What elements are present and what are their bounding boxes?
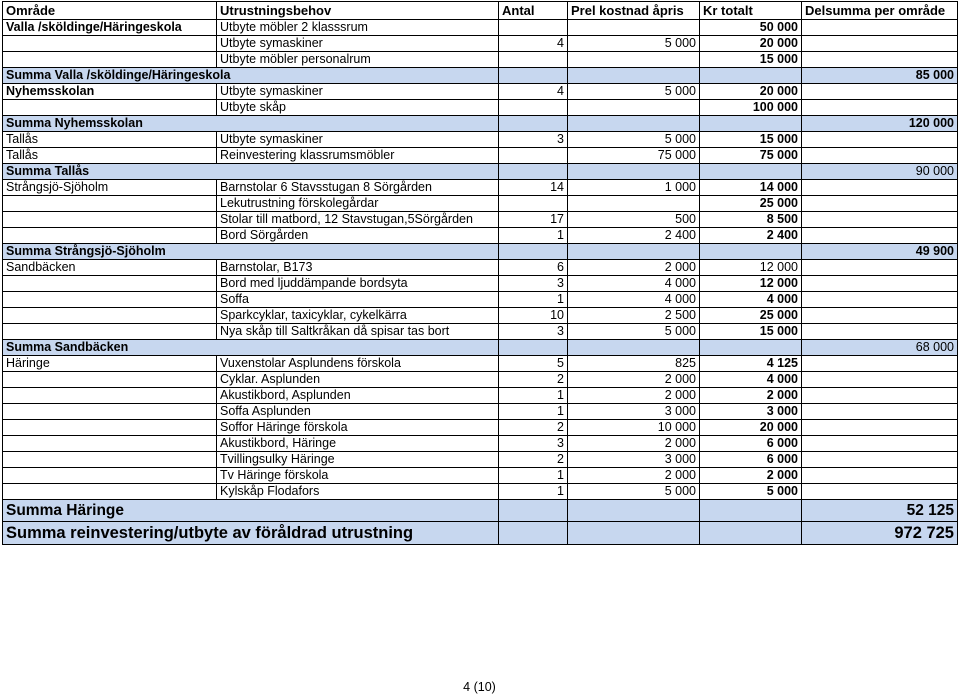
cell-utrustningsbehov: Bord Sörgården [217, 228, 499, 244]
cell-delsumma [802, 484, 958, 500]
cell-antal: 3 [499, 436, 568, 452]
col-header-delsumma: Delsumma per område [802, 2, 958, 20]
cell-antal: 6 [499, 260, 568, 276]
table-row [3, 260, 958, 276]
table-row [3, 36, 958, 52]
cell-antal: 2 [499, 420, 568, 436]
cell-utrustningsbehov: Utbyte symaskiner [217, 36, 499, 52]
cell-kr-totalt: 12 000 [700, 276, 802, 292]
cell-apris: 10 000 [568, 420, 700, 436]
cell-utrustningsbehov: Nya skåp till Saltkråkan då spisar tas bort [217, 324, 499, 340]
table-row [3, 132, 958, 148]
cell-antal: 10 [499, 308, 568, 324]
cell-apris [568, 68, 700, 84]
cell-omrade: Tallås [3, 148, 217, 164]
cell-delsumma [802, 212, 958, 228]
cell-omrade [3, 196, 217, 212]
table-row [3, 372, 958, 388]
cell-omrade [3, 52, 217, 68]
col-header-antal: Antal [499, 2, 568, 20]
cell-apris [568, 244, 700, 260]
cell-kr-totalt: 20 000 [700, 84, 802, 100]
cell-utrustningsbehov: Stolar till matbord, 12 Stavstugan,5Sörgården [217, 212, 499, 228]
cell-utrustningsbehov: Soffor Häringe förskola [217, 420, 499, 436]
subtotal-row [3, 340, 958, 356]
cell-omrade: Strångsjö-Sjöholm [3, 180, 217, 196]
cell-utrustningsbehov: Tvillingsulky Häringe [217, 452, 499, 468]
cell-utrustningsbehov: Soffa Asplunden [217, 404, 499, 420]
cell-apris: 5 000 [568, 36, 700, 52]
cell-utrustningsbehov: Bord med ljuddämpande bordsyta [217, 276, 499, 292]
cell-delsumma [802, 356, 958, 372]
subtotal-row [3, 68, 958, 84]
cell-antal [499, 164, 568, 180]
cell-apris [568, 20, 700, 36]
cell-antal [499, 68, 568, 84]
subtotal-row [3, 164, 958, 180]
table-body [3, 2, 958, 545]
cell-utrustningsbehov: Barnstolar, B173 [217, 260, 499, 276]
cell-utrustningsbehov: Lekutrustning förskolegårdar [217, 196, 499, 212]
subtotal-value: 90 000 [802, 164, 958, 180]
cell-utrustningsbehov: Akustikbord, Asplunden [217, 388, 499, 404]
table-row [3, 452, 958, 468]
cell-delsumma [802, 100, 958, 116]
cell-delsumma [802, 180, 958, 196]
cell-utrustningsbehov: Utbyte möbler personalrum [217, 52, 499, 68]
cell-utrustningsbehov: Utbyte möbler 2 klasssrum [217, 20, 499, 36]
table-row [3, 20, 958, 36]
subtotal-label: Summa Valla /sköldinge/Häringeskola [3, 68, 499, 84]
cell-kr-totalt [700, 500, 802, 522]
cell-antal: 1 [499, 228, 568, 244]
subtotal-value: 85 000 [802, 68, 958, 84]
cell-antal: 1 [499, 388, 568, 404]
cell-antal [499, 148, 568, 164]
col-header-kr-totalt: Kr totalt [700, 2, 802, 20]
cell-omrade [3, 212, 217, 228]
cell-utrustningsbehov: Soffa [217, 292, 499, 308]
cell-antal: 5 [499, 356, 568, 372]
cell-utrustningsbehov: Barnstolar 6 Stavsstugan 8 Sörgården [217, 180, 499, 196]
col-header-omrade: Område [3, 2, 217, 20]
cell-kr-totalt: 25 000 [700, 196, 802, 212]
cell-omrade: Valla /sköldinge/Häringeskola [3, 20, 217, 36]
cell-apris [568, 52, 700, 68]
cell-kr-totalt [700, 164, 802, 180]
col-header-utrustningsbehov: Utrustningsbehov [217, 2, 499, 20]
cell-delsumma [802, 84, 958, 100]
cell-kr-totalt: 2 400 [700, 228, 802, 244]
cell-antal: 17 [499, 212, 568, 228]
cell-delsumma [802, 324, 958, 340]
cell-delsumma [802, 52, 958, 68]
table-row [3, 148, 958, 164]
cell-kr-totalt: 75 000 [700, 148, 802, 164]
cell-apris: 2 000 [568, 388, 700, 404]
cell-apris: 2 000 [568, 468, 700, 484]
cell-delsumma [802, 196, 958, 212]
cell-apris: 1 000 [568, 180, 700, 196]
cell-delsumma [802, 436, 958, 452]
cell-utrustningsbehov: Tv Häringe förskola [217, 468, 499, 484]
cell-antal: 1 [499, 468, 568, 484]
table-row [3, 212, 958, 228]
cell-delsumma [802, 404, 958, 420]
table-row [3, 420, 958, 436]
cell-omrade [3, 100, 217, 116]
cell-delsumma [802, 276, 958, 292]
cell-kr-totalt: 50 000 [700, 20, 802, 36]
cell-apris: 3 000 [568, 404, 700, 420]
cell-delsumma [802, 372, 958, 388]
cell-antal: 3 [499, 132, 568, 148]
cell-apris [568, 196, 700, 212]
cell-antal: 1 [499, 404, 568, 420]
table-row [3, 292, 958, 308]
grand-total-row [3, 522, 958, 545]
subtotal-row [3, 116, 958, 132]
cell-antal: 3 [499, 276, 568, 292]
cell-kr-totalt: 14 000 [700, 180, 802, 196]
cell-utrustningsbehov: Akustikbord, Häringe [217, 436, 499, 452]
cell-apris: 5 000 [568, 132, 700, 148]
subtotal-label: Summa Häringe [3, 500, 499, 522]
cell-delsumma [802, 260, 958, 276]
table-row [3, 180, 958, 196]
cell-delsumma [802, 308, 958, 324]
cell-apris [568, 100, 700, 116]
cell-omrade: Häringe [3, 356, 217, 372]
subtotal-row [3, 244, 958, 260]
cell-kr-totalt [700, 244, 802, 260]
subtotal-label: Summa Sandbäcken [3, 340, 499, 356]
cell-utrustningsbehov: Reinvestering klassrumsmöbler [217, 148, 499, 164]
cell-omrade [3, 484, 217, 500]
cell-omrade [3, 452, 217, 468]
cell-apris: 5 000 [568, 324, 700, 340]
cell-omrade [3, 436, 217, 452]
cell-apris: 2 500 [568, 308, 700, 324]
table-row [3, 228, 958, 244]
cell-apris: 5 000 [568, 84, 700, 100]
cell-antal: 4 [499, 84, 568, 100]
cell-kr-totalt: 3 000 [700, 404, 802, 420]
table-row [3, 436, 958, 452]
cell-omrade [3, 292, 217, 308]
cell-utrustningsbehov: Utbyte skåp [217, 100, 499, 116]
cell-delsumma [802, 20, 958, 36]
col-header-prel-kostnad: Prel kostnad åpris [568, 2, 700, 20]
grand-total-label: Summa reinvestering/utbyte av föråldrad utrustning [3, 522, 499, 545]
header-row [3, 2, 958, 20]
cell-antal [499, 500, 568, 522]
table-row [3, 52, 958, 68]
subtotal-label: Summa Tallås [3, 164, 499, 180]
cell-apris [568, 500, 700, 522]
table-row [3, 404, 958, 420]
cell-antal [499, 244, 568, 260]
table-row [3, 468, 958, 484]
cell-utrustningsbehov: Utbyte symaskiner [217, 84, 499, 100]
cell-kr-totalt: 15 000 [700, 132, 802, 148]
cell-delsumma [802, 468, 958, 484]
cell-omrade: Nyhemsskolan [3, 84, 217, 100]
cell-kr-totalt: 4 000 [700, 372, 802, 388]
subtotal-label: Summa Strångsjö-Sjöholm [3, 244, 499, 260]
cell-kr-totalt: 4 125 [700, 356, 802, 372]
cell-antal [499, 116, 568, 132]
cell-kr-totalt: 100 000 [700, 100, 802, 116]
page-number: 4 (10) [463, 680, 496, 694]
cell-omrade: Sandbäcken [3, 260, 217, 276]
cell-kr-totalt: 2 000 [700, 468, 802, 484]
cell-omrade [3, 36, 217, 52]
cell-antal [499, 52, 568, 68]
cell-apris: 3 000 [568, 452, 700, 468]
cell-delsumma [802, 36, 958, 52]
cell-kr-totalt [700, 116, 802, 132]
cell-omrade [3, 404, 217, 420]
cell-omrade [3, 308, 217, 324]
cell-delsumma [802, 148, 958, 164]
table-row [3, 484, 958, 500]
cell-antal [499, 340, 568, 356]
cell-kr-totalt: 2 000 [700, 388, 802, 404]
subtotal-value: 68 000 [802, 340, 958, 356]
cell-apris: 2 400 [568, 228, 700, 244]
cell-kr-totalt [700, 340, 802, 356]
subtotal-value: 120 000 [802, 116, 958, 132]
cell-delsumma [802, 292, 958, 308]
cell-apris: 2 000 [568, 436, 700, 452]
subtotal-value: 52 125 [802, 500, 958, 522]
cell-kr-totalt: 25 000 [700, 308, 802, 324]
cell-antal: 2 [499, 452, 568, 468]
cell-utrustningsbehov: Vuxenstolar Asplundens förskola [217, 356, 499, 372]
cell-apris: 5 000 [568, 484, 700, 500]
cell-kr-totalt [700, 68, 802, 84]
cell-omrade: Tallås [3, 132, 217, 148]
cell-antal: 14 [499, 180, 568, 196]
cell-kr-totalt: 15 000 [700, 52, 802, 68]
table-row [3, 324, 958, 340]
table-row [3, 100, 958, 116]
cell-antal [499, 100, 568, 116]
table-row [3, 356, 958, 372]
cell-apris: 4 000 [568, 292, 700, 308]
cell-delsumma [802, 420, 958, 436]
cell-omrade [3, 372, 217, 388]
cell-kr-totalt: 12 000 [700, 260, 802, 276]
cell-kr-totalt: 6 000 [700, 436, 802, 452]
cell-kr-totalt: 20 000 [700, 36, 802, 52]
cell-apris: 2 000 [568, 260, 700, 276]
cell-kr-totalt: 5 000 [700, 484, 802, 500]
cell-omrade [3, 324, 217, 340]
cell-antal: 1 [499, 292, 568, 308]
cell-apris: 75 000 [568, 148, 700, 164]
cell-antal: 2 [499, 372, 568, 388]
cell-omrade [3, 468, 217, 484]
cell-kr-totalt: 8 500 [700, 212, 802, 228]
table-row [3, 276, 958, 292]
cell-omrade [3, 276, 217, 292]
subtotal-label: Summa Nyhemsskolan [3, 116, 499, 132]
cell-omrade [3, 420, 217, 436]
cell-apris: 4 000 [568, 276, 700, 292]
cell-kr-totalt: 20 000 [700, 420, 802, 436]
table-row [3, 84, 958, 100]
cell-utrustningsbehov: Utbyte symaskiner [217, 132, 499, 148]
grand-total-value: 972 725 [802, 522, 958, 545]
cell-apris [568, 164, 700, 180]
cell-utrustningsbehov: Sparkcyklar, taxicyklar, cykelkärra [217, 308, 499, 324]
table-row [3, 196, 958, 212]
cell-kr-totalt: 4 000 [700, 292, 802, 308]
cell-antal [499, 20, 568, 36]
cell-delsumma [802, 228, 958, 244]
cell-antal: 1 [499, 484, 568, 500]
table-row [3, 388, 958, 404]
cell-utrustningsbehov: Kylskåp Flodafors [217, 484, 499, 500]
subtotal-value: 49 900 [802, 244, 958, 260]
cell-antal: 4 [499, 36, 568, 52]
cell-antal [499, 522, 568, 545]
table-row [3, 308, 958, 324]
cell-apris: 825 [568, 356, 700, 372]
cell-antal [499, 196, 568, 212]
cell-apris [568, 522, 700, 545]
cell-apris [568, 116, 700, 132]
cell-antal: 3 [499, 324, 568, 340]
cell-utrustningsbehov: Cyklar. Asplunden [217, 372, 499, 388]
cell-apris: 500 [568, 212, 700, 228]
cell-apris [568, 340, 700, 356]
cell-delsumma [802, 132, 958, 148]
cell-kr-totalt: 15 000 [700, 324, 802, 340]
cell-delsumma [802, 388, 958, 404]
subtotal-row [3, 500, 958, 522]
cell-kr-totalt [700, 522, 802, 545]
budget-table [2, 1, 958, 545]
cell-kr-totalt: 6 000 [700, 452, 802, 468]
cell-omrade [3, 388, 217, 404]
cell-apris: 2 000 [568, 372, 700, 388]
cell-delsumma [802, 452, 958, 468]
cell-omrade [3, 228, 217, 244]
